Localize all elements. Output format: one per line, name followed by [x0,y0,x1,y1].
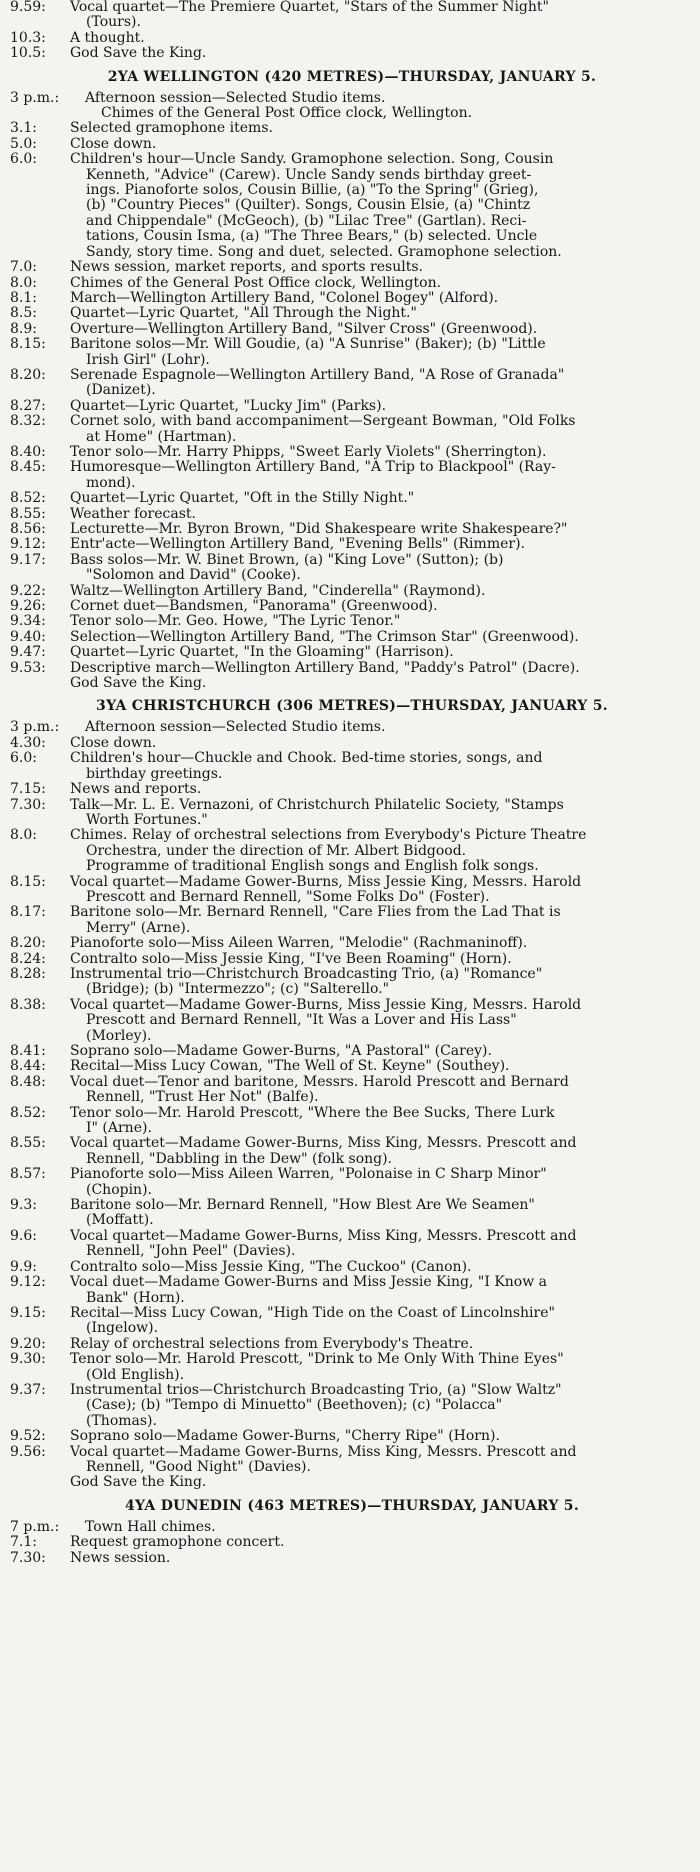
entry-time: 9.47: [10,645,46,661]
programme-entry [10,998,694,1044]
entry-text-line: "Solomon and David" (Cooke). [86,567,301,584]
entry-time: 9.6: [10,1228,37,1244]
programme-entry [10,1106,694,1137]
programme-entry [10,1445,694,1476]
entry-text-line: Waltz—Wellington Artillery Band, "Cinderella" (Raymond). [70,583,486,599]
station-section [10,697,694,1490]
entry-text-line: (Ingelow). [86,1320,159,1337]
entry-time: 3 p.m.: [10,720,60,736]
entry-text-line: Close down. [70,735,157,751]
entry-text-line: (Moffatt). [86,1212,154,1229]
entry-text-line: Irish Girl" (Lohr). [86,351,210,368]
entry-time: 9.53: [10,660,46,676]
entry-time: 3 p.m.: [10,90,60,106]
entry-text-line: Request gramophone concert. [70,1535,285,1551]
programme-entry [10,1136,694,1167]
programme-entry [10,399,694,414]
entry-time: 9.9: [10,1259,37,1275]
entry-text-line: March—Wellington Artillery Band, "Colonel Bogey" (Alford). [70,290,499,306]
programme-entry [10,1337,694,1352]
entry-text-line: I" (Arne). [86,1120,152,1137]
programme-entry [10,936,694,951]
programme-entry [10,1275,694,1306]
entry-text-line: Town Hall chimes. [85,1519,216,1535]
entry-text-line: Weather forecast. [70,506,196,522]
entry-text-line: (Case); (b) "Tempo di Minuetto" (Beethoven); (c) "Polacca" [86,1397,503,1414]
entry-time: 8.5: [10,306,37,322]
entry-time: 6.0: [10,751,37,767]
entry-text-line: Instrumental trio—Christchurch Broadcasting Trio, (a) "Romance" [70,966,543,982]
programme-entry [10,337,694,368]
entry-time: 8.55: [10,1136,46,1152]
entry-time: 10.3: [10,30,46,46]
programme-entry [10,1383,694,1429]
entry-text-line: Vocal duet—Tenor and baritone, Messrs. Harold Prescott and Bernard [70,1074,569,1090]
entry-time: 8.56: [10,522,46,537]
programme-entry [10,967,694,998]
entry-text-line: Rennell, "Trust Her Not" (Balfe). [86,1089,319,1106]
entry-time: 9.59: [10,0,46,15]
entry-text-line: Afternoon session—Selected Studio items. [85,720,386,736]
entry-time: 8.24: [10,951,46,967]
programme-entry [10,828,694,874]
entry-text-line: Worth Fortunes." [86,811,208,828]
programme-entry [10,1306,694,1337]
entry-text-line: Selection—Wellington Artillery Band, "The Crimson Star" (Greenwood). [70,629,579,645]
entry-text-line: Baritone solo—Mr. Bernard Rennell, "Care Flies from the Lad That is [70,905,561,921]
entry-text-line: Quartet—Lyric Quartet, "In the Gloaming" (Harrison). [70,645,454,661]
entry-time: 8.44: [10,1059,46,1075]
programme-entry [10,584,694,599]
station-heading: 2YA WELLINGTON (420 METRES)—THURSDAY, JANUARY 5. [107,68,597,85]
entry-text-line: Chimes of the General Post Office clock, Wellington. [70,275,442,291]
programme-entry [10,137,694,152]
entry-text-line: Talk—Mr. L. E. Vernazoni, of Christchurch Philatelic Society, "Stamps [70,797,564,813]
entry-text-line: Chimes of the General Post Office clock, Wellington. [101,105,473,122]
entry-time: 8.15: [10,337,46,353]
entry-time: 8.52: [10,1105,46,1121]
entry-text-line: Pianoforte solo—Miss Aileen Warren, "Melodie" (Rachmaninoff). [70,936,528,952]
entry-text-line: Children's hour—Chuckle and Chook. Bed-time stories, songs, and [70,751,543,767]
entry-time: 9.52: [10,1429,46,1445]
entry-text-line: Soprano solo—Madame Gower-Burns, "A Pastoral" (Carey). [70,1044,492,1059]
entry-text-line: Descriptive march—Wellington Artillery Band, "Paddy's Patrol" (Dacre). [70,660,580,676]
programme-entry [10,1520,694,1535]
entry-time: 9.34: [10,614,46,630]
entry-time: 8.20: [10,936,46,952]
closing-line: God Save the King. [70,1474,207,1491]
entry-text-line: tations, Cousin Isma, (a) "The Three Bears," (b) selected. Uncle [86,228,538,245]
entry-text-line: Chimes. Relay of orchestral selections from Everybody's Picture Theatre [70,828,587,844]
entry-time: 7.30: [10,797,46,813]
entry-time: 7.1: [10,1535,37,1551]
entry-time: 8.17: [10,905,46,921]
entry-text-line: Quartet—Lyric Quartet, "Lucky Jim" (Parks). [70,398,387,414]
entry-text-line: Quartet—Lyric Quartet, "All Through the Night." [70,306,417,322]
entry-text-line: Sandy, story time. Song and duet, selected. Gramophone selection. [86,243,562,260]
entry-time: 9.12: [10,1275,46,1291]
entry-text-line: Close down. [70,136,157,152]
entry-text-line: Vocal duet—Madame Gower-Burns and Miss Jessie King, "I Know a [70,1275,548,1291]
entry-text-line: Soprano solo—Madame Gower-Burns, "Cherry Ripe" (Horn). [70,1429,500,1445]
entry-text-line: Programme of traditional English songs and English folk songs. [86,858,539,875]
entry-text-line: A thought. [70,30,145,46]
entry-time: 9.56: [10,1444,46,1460]
programme-entry [10,1075,694,1106]
programme-entry [10,1167,694,1198]
entry-time: 8.38: [10,997,46,1013]
entry-text-line: Afternoon session—Selected Studio items. [85,90,386,106]
entry-text-line: Rennell, "Dabbling in the Dew" (folk song). [86,1150,393,1167]
programme-entry [10,905,694,936]
programme-entry [10,720,694,735]
entry-text-line: News and reports. [70,782,202,798]
programme-entry [10,322,694,337]
programme-entry [10,553,694,584]
entry-text-line: (Chopin). [86,1181,152,1198]
entry-time: 7 p.m.: [10,1519,60,1535]
station-section [10,0,694,62]
programme-entry [10,630,694,645]
programme-entry [10,782,694,797]
entry-text-line: Prescott and Bernard Rennell, "It Was a Lover and His Lass" [86,1012,517,1029]
entry-text-line: Recital—Miss Lucy Cowan, "High Tide on the Coast of Lincolnshire" [70,1305,555,1321]
entry-time: 9.3: [10,1198,37,1214]
programme-entry [10,1260,694,1275]
entry-text-line: God Save the King. [70,46,207,62]
programme-entry [10,491,694,506]
programme-entry [10,537,694,552]
entry-text-line: Orchestra, under the direction of Mr. Albert Bidgood. [86,842,467,859]
entry-text-line: Pianoforte solo—Miss Aileen Warren, "Polonaise in C Sharp Minor" [70,1167,547,1183]
entry-time: 8.52: [10,491,46,507]
programme-entry [10,31,694,46]
entry-time: 10.5: [10,46,46,62]
entry-text-line: Relay of orchestral selections from Everybody's Theatre. [70,1336,474,1352]
entry-text-line: Vocal quartet—Madame Gower-Burns, Miss Jessie King, Messrs. Harold [70,997,582,1013]
programme-entry [10,798,694,829]
entry-time: 7.15: [10,782,46,798]
programme-entry [10,1229,694,1260]
programme-entry [10,1044,694,1059]
entry-text-line: (Bridge); (b) "Intermezzo"; (c) "Salterello." [86,981,390,998]
entry-text-line: Merry" (Arne). [86,919,191,936]
entry-text-line: Tenor solo—Mr. Geo. Howe, "The Lyric Tenor." [70,614,401,630]
entry-text-line: birthday greetings. [86,765,223,782]
entry-text-line: Recital—Miss Lucy Cowan, "The Well of St. Keyne" (Southey). [70,1059,510,1075]
entry-time: 8.55: [10,506,46,522]
entry-text-line: Entr'acte—Wellington Artillery Band, "Evening Bells" (Rimmer). [70,537,525,553]
entry-time: 9.37: [10,1382,46,1398]
entry-text-line: Tenor solo—Mr. Harold Prescott, "Drink to Me Only With Thine Eyes" [70,1352,564,1368]
programme-entry [10,645,694,660]
programme-entry [10,522,694,537]
closing-line: God Save the King. [70,675,207,692]
programme-entry [10,1059,694,1074]
entry-text-line: (Danizet). [86,382,156,399]
entry-text-line: Vocal quartet—The Premiere Quartet, "Stars of the Summer Night" [70,0,549,15]
entry-text-line: Overture—Wellington Artillery Band, "Silver Cross" (Greenwood). [70,321,538,337]
entry-text-line: Cornet duet—Bandsmen, "Panorama" (Greenwood). [70,599,438,615]
programme-entry [10,1198,694,1229]
entry-time: 8.57: [10,1167,46,1183]
entry-time: 7.0: [10,260,37,276]
programme-entry [10,614,694,629]
entry-time: 8.40: [10,444,46,460]
entry-text-line: and Chippendale" (McGeoch), (b) "Lilac Tree" (Gartlan). Reci- [86,212,527,229]
programme-entry [10,276,694,291]
entry-text-line: Tenor solo—Mr. Harold Prescott, "Where the Bee Sucks, There Lurk [70,1105,555,1121]
entry-time: 8.20: [10,367,46,383]
entry-text-line: Quartet—Lyric Quartet, "Oft in the Stilly Night." [70,491,415,507]
entry-time: 4.30: [10,735,46,751]
entry-text-line: Lecturette—Mr. Byron Brown, "Did Shakespeare write Shakespeare?" [70,522,568,537]
entry-time: 6.0: [10,152,37,168]
programme-entry [10,460,694,491]
entry-text-line: Vocal quartet—Madame Gower-Burns, Miss King, Messrs. Prescott and [70,1136,577,1152]
programme-entry [10,0,694,31]
entry-time: 9.12: [10,537,46,553]
entry-time: 3.1: [10,121,37,137]
entry-text-line: Children's hour—Uncle Sandy. Gramophone selection. Song, Cousin [70,152,554,168]
entry-text-line: News session. [70,1550,171,1566]
entry-text-line: (Thomas). [86,1412,157,1429]
programme-entry [10,414,694,445]
programme-entry [10,751,694,782]
programme-entry [10,1429,694,1444]
entry-text-line: Cornet solo, with band accompaniment—Sergeant Bowman, "Old Folks [70,414,576,430]
entry-text-line: Rennell, "Good Night" (Davies). [86,1458,311,1475]
programme-entry [10,121,694,136]
programme-entry [10,875,694,906]
entry-text-line: (Old English). [86,1366,185,1383]
programme-entry [10,599,694,614]
programme-entry [10,152,694,260]
station-heading: 3YA CHRISTCHURCH (306 METRES)—THURSDAY, JANUARY 5. [96,698,608,715]
entry-text-line: ings. Pianoforte solos, Cousin Billie, (a) "To the Spring" (Grieg), [86,182,539,199]
entry-text-line: (Tours). [86,14,141,31]
entry-time: 9.17: [10,552,46,568]
entry-text-line: News session, market reports, and sports results. [70,260,423,276]
entry-text-line: Vocal quartet—Madame Gower-Burns, Miss King, Messrs. Prescott and [70,1444,577,1460]
programme-entry [10,91,694,122]
programme-entry [10,445,694,460]
programme-entry [10,736,694,751]
entry-time: 9.20: [10,1336,46,1352]
entry-text-line: Kenneth, "Advice" (Carew). Uncle Sandy sends birthday greet- [86,166,532,183]
entry-text-line: Bass solos—Mr. W. Binet Brown, (a) "King Love" (Sutton); (b) [70,552,504,568]
entry-time: 9.26: [10,599,46,615]
entry-time: 9.22: [10,583,46,599]
entry-time: 9.30: [10,1352,46,1368]
programme-entry [10,260,694,275]
entry-text-line: Baritone solo—Mr. Bernard Rennell, "How Blest Are We Seamen" [70,1198,535,1214]
programme-entry [10,291,694,306]
programme-entry [10,368,694,399]
entry-text-line: Baritone solos—Mr. Will Goudie, (a) "A Sunrise" (Baker); (b) "Little [70,337,546,353]
entry-time: 8.9: [10,321,37,337]
entry-time: 9.40: [10,629,46,645]
entry-time: 8.27: [10,398,46,414]
programme-entry [10,952,694,967]
entry-text-line: Contralto solo—Miss Jessie King, "The Cuckoo" (Canon). [70,1259,472,1275]
entry-time: 5.0: [10,136,37,152]
entry-time: 8.15: [10,874,46,890]
entry-time: 8.48: [10,1074,46,1090]
entry-text-line: at Home" (Hartman). [86,428,237,445]
station-section [10,1497,694,1566]
programme-entry [10,306,694,321]
entry-text-line: Prescott and Bernard Rennell, "Some Folks Do" (Foster). [86,888,490,905]
entry-text-line: Instrumental trios—Christchurch Broadcasting Trio, (a) "Slow Waltz" [70,1382,562,1398]
programme-entry [10,1535,694,1550]
entry-text-line: Tenor solo—Mr. Harry Phipps, "Sweet Early Violets" (Sherrington). [70,444,547,460]
programme-entry [10,661,694,676]
entry-text-line: Selected gramophone items. [70,121,273,137]
entry-text-line: Serenade Espagnole—Wellington Artillery Band, "A Rose of Granada" [70,367,565,383]
entry-time: 9.15: [10,1305,46,1321]
entry-text-line: Rennell, "John Peel" (Davies). [86,1243,296,1260]
station-section [10,68,694,692]
entry-text-line: Humoresque—Wellington Artillery Band, "A Trip to Blackpool" (Ray- [70,460,556,476]
entry-time: 7.30: [10,1550,46,1566]
entry-time: 8.45: [10,460,46,476]
entry-time: 8.32: [10,414,46,430]
programme-entry [10,1551,694,1566]
entry-text-line: Contralto solo—Miss Jessie King, "I've Been Roaming" (Horn). [70,951,512,967]
entry-time: 8.41: [10,1044,46,1059]
entry-time: 8.0: [10,828,37,844]
entry-text-line: (b) "Country Pieces" (Quilter). Songs, Cousin Elsie, (a) "Chintz [86,197,531,214]
entry-text-line: (Morley). [86,1027,152,1044]
programme-entry [10,1352,694,1383]
entry-time: 8.0: [10,275,37,291]
station-heading: 4YA DUNEDIN (463 METRES)—THURSDAY, JANUARY 5. [124,1497,580,1514]
entry-text-line: mond). [86,474,136,491]
entry-time: 8.28: [10,966,46,982]
entry-text-line: Bank" (Horn). [86,1289,185,1306]
entry-text-line: Vocal quartet—Madame Gower-Burns, Miss King, Messrs. Prescott and [70,1228,577,1244]
programme-entry [10,507,694,522]
programme-entry [10,46,694,61]
entry-time: 8.1: [10,290,37,306]
entry-text-line: Vocal quartet—Madame Gower-Burns, Miss Jessie King, Messrs. Harold [70,874,582,890]
